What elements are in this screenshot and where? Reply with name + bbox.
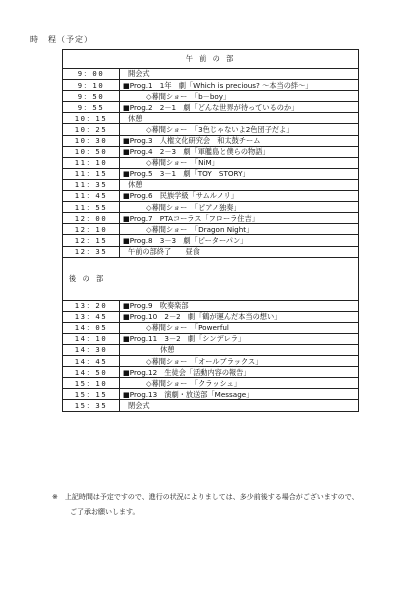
schedule-row	[63, 367, 359, 378]
row-time: 12：15	[63, 235, 120, 246]
footnote-line-2: ご了承お願いします。	[70, 508, 140, 516]
row-time: 10：30	[63, 135, 120, 146]
row-time: 13：45	[63, 311, 120, 322]
row-event: ■Prog.4 2－3 劇「軍艦島と僕らの物語」	[120, 146, 359, 157]
row-time: 10：25	[63, 124, 120, 135]
row-event: 休憩	[120, 179, 359, 190]
row-event: ■Prog.13 演劇・放送部「Message」	[120, 389, 359, 400]
schedule-table	[62, 49, 359, 412]
schedule-row	[63, 69, 359, 80]
schedule-row	[63, 102, 359, 113]
row-event: ◇幕間ショー 「Powerful	[120, 322, 359, 333]
afternoon-section-row	[63, 257, 359, 300]
row-event: ◇幕間ショー 「3色じゃないよ2色団子だよ」	[120, 124, 359, 135]
row-event: ◇幕間ショー 「クラッシュ」	[120, 378, 359, 389]
page-heading: 時 程（予定）	[30, 35, 93, 44]
row-event: ◇幕間ショー 「オールブラックス」	[120, 356, 359, 367]
row-event: ◇幕間ショー 「Dragon Night」	[120, 224, 359, 235]
row-event: ■Prog.8 3－3 劇「ピーターパン」	[120, 235, 359, 246]
row-event: ■Prog.3 人権文化研究会 和太鼓チーム	[120, 135, 359, 146]
row-time: 11：35	[63, 179, 120, 190]
schedule-row	[63, 344, 359, 355]
schedule-row	[63, 213, 359, 224]
schedule-row	[63, 311, 359, 322]
row-time: 14：45	[63, 356, 120, 367]
schedule-row	[63, 168, 359, 179]
morning-block	[63, 50, 359, 258]
footnote-line-1: ※ 上記時間は予定ですので、進行の状況によりましては、多少前後する場合がございますので、	[52, 493, 359, 501]
schedule-row	[63, 246, 359, 257]
row-event: ◇幕間ショー 「NiM」	[120, 157, 359, 168]
row-time: 11：10	[63, 157, 120, 168]
row-event: ■Prog.7 PTAコーラス「フローラ住吉」	[120, 213, 359, 224]
schedule-row	[63, 91, 359, 102]
schedule-row	[63, 333, 359, 344]
morning-section-label: 午 前 の 部	[63, 50, 359, 69]
row-event: ■Prog.10 2－2 劇「鶴が運んだ本当の想い」	[120, 311, 359, 322]
schedule-row	[63, 146, 359, 157]
row-time: 15：10	[63, 378, 120, 389]
row-event: ■Prog.1 1年 劇「Which is precious? 〜本当の絆〜」	[120, 80, 359, 91]
schedule-row	[63, 157, 359, 168]
row-time: 12：10	[63, 224, 120, 235]
row-event: 休憩	[120, 113, 359, 124]
schedule-row	[63, 191, 359, 202]
row-time: 9：00	[63, 69, 120, 80]
row-event: 休憩	[120, 344, 359, 355]
row-time: 15：15	[63, 389, 120, 400]
schedule-row	[63, 389, 359, 400]
schedule-row	[63, 224, 359, 235]
row-time: 9：10	[63, 80, 120, 91]
schedule-row	[63, 400, 359, 411]
afternoon-block	[63, 257, 359, 411]
row-time: 10：15	[63, 113, 120, 124]
row-time: 9：55	[63, 102, 120, 113]
row-time: 14：10	[63, 333, 120, 344]
schedule-row	[63, 300, 359, 311]
row-time: 10：50	[63, 146, 120, 157]
schedule-row	[63, 378, 359, 389]
schedule-row	[63, 202, 359, 213]
row-event: ■Prog.2 2－1 劇「どんな世界が待っているのか」	[120, 102, 359, 113]
row-event: 午前の部終了 昼食	[120, 246, 359, 257]
row-event: ◇幕間ショー 「ピアノ独奏」	[120, 202, 359, 213]
schedule-row	[63, 356, 359, 367]
row-time: 14：50	[63, 367, 120, 378]
morning-section-row	[63, 50, 359, 69]
row-event: ■Prog.5 3－1 劇「TOY STORY」	[120, 168, 359, 179]
row-event: 閉会式	[120, 400, 359, 411]
row-event: ■Prog.6 民族学級「サムルノリ」	[120, 191, 359, 202]
row-event: ■Prog.11 3－2 劇「シンデレラ」	[120, 333, 359, 344]
row-time: 14：30	[63, 344, 120, 355]
schedule-row	[63, 179, 359, 190]
schedule-row	[63, 322, 359, 333]
schedule-row	[63, 80, 359, 91]
row-event: ■Prog.12 生徒会「活動内容の報告」	[120, 367, 359, 378]
schedule-row	[63, 124, 359, 135]
afternoon-section-label: 後 の 部	[63, 257, 359, 300]
row-time: 12：35	[63, 246, 120, 257]
schedule-row	[63, 135, 359, 146]
schedule-row	[63, 113, 359, 124]
schedule-row	[63, 235, 359, 246]
row-event: ■Prog.9 吹奏楽部	[120, 300, 359, 311]
row-time: 14：05	[63, 322, 120, 333]
row-time: 12：00	[63, 213, 120, 224]
row-time: 11：15	[63, 168, 120, 179]
row-time: 11：55	[63, 202, 120, 213]
footnote	[52, 490, 392, 520]
row-time: 9：50	[63, 91, 120, 102]
row-time: 11：45	[63, 191, 120, 202]
row-event: 開会式	[120, 69, 359, 80]
row-time: 15：35	[63, 400, 120, 411]
row-time: 13：20	[63, 300, 120, 311]
row-event: ◇幕間ショー 「b－boy」	[120, 91, 359, 102]
